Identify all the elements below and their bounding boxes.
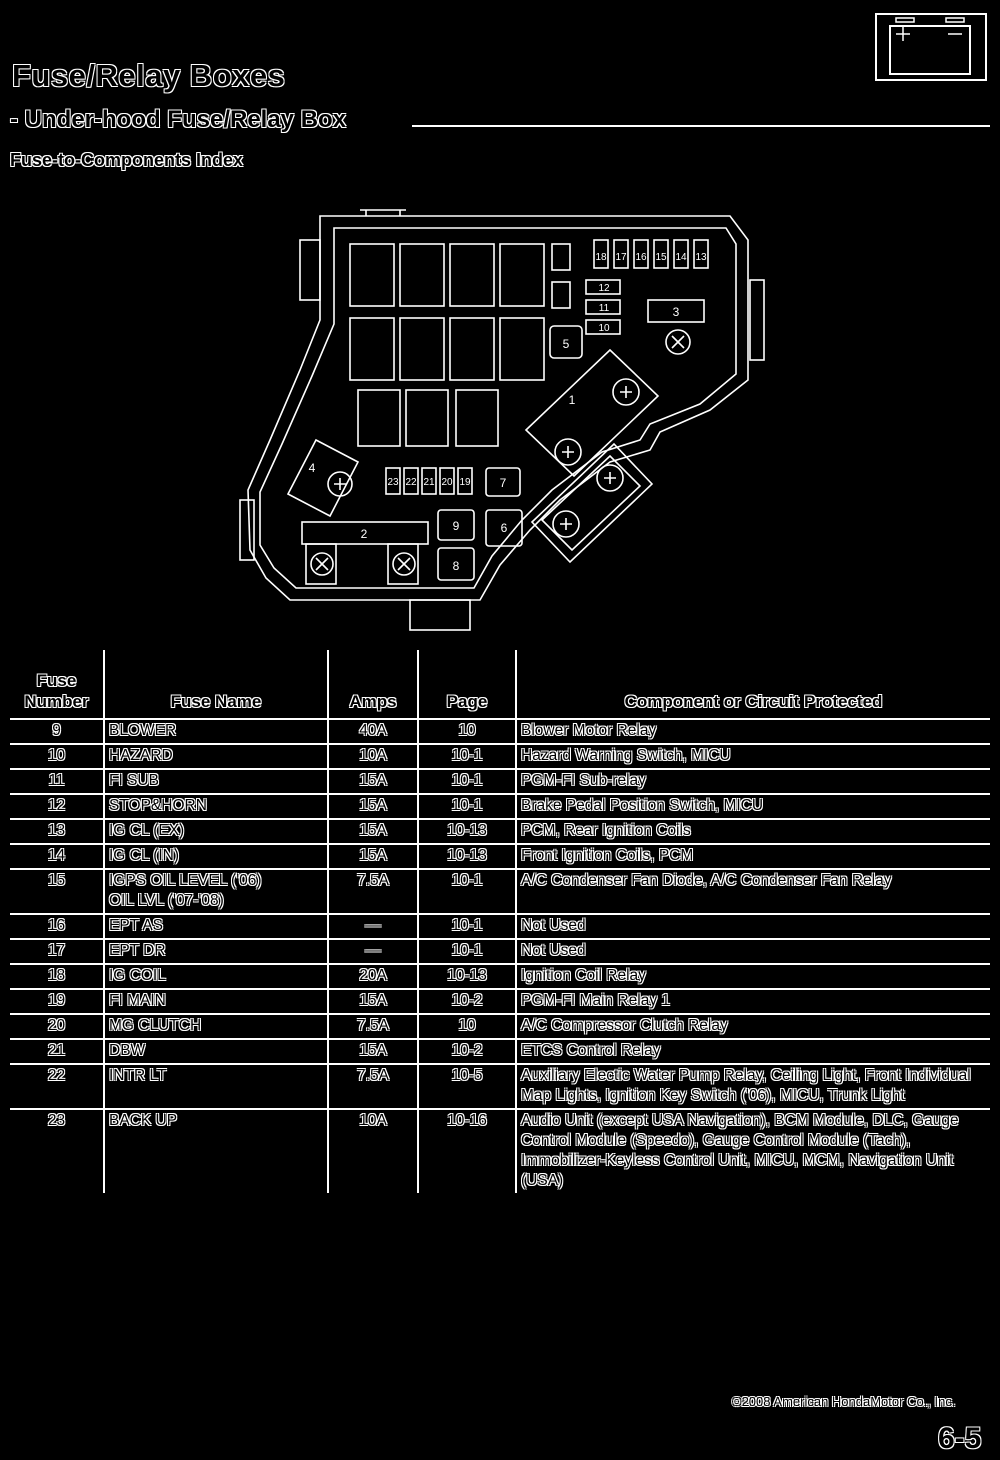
copyright: ©2008 American HondaMotor Co., Inc. bbox=[732, 1394, 956, 1409]
cell-fuse-number: 13 bbox=[47, 822, 66, 839]
page-title: Fuse/Relay Boxes bbox=[12, 58, 286, 93]
label-fuse-21: 21 bbox=[423, 477, 435, 488]
relay-row-1 bbox=[350, 244, 544, 306]
cell-page[interactable]: 10-2 bbox=[418, 1039, 516, 1064]
cell-component: PGM-FI Main Relay 1 bbox=[516, 989, 990, 1014]
cell-page[interactable]: 10-13 bbox=[418, 844, 516, 869]
cell-fuse-name: FI SUB bbox=[104, 769, 328, 794]
header-page: Page bbox=[418, 650, 516, 719]
cell-fuse-number: 17 bbox=[47, 942, 66, 959]
cell-page[interactable]: 10-1 bbox=[418, 744, 516, 769]
table-row bbox=[10, 964, 990, 989]
cell-fuse-name: IG CL (EX) bbox=[104, 819, 328, 844]
cell-page[interactable]: 10-13 bbox=[418, 819, 516, 844]
cell-component: Auxiliary Electic Water Pump Relay, Ceiling Light, Front Individual Map Lights, Ignition Key Switch ('06), MICU, Trunk Light bbox=[516, 1064, 990, 1109]
cell-fuse-name: IGPS OIL LEVEL ('06) OIL LVL ('07-'08) bbox=[104, 869, 328, 914]
label-fuse-2: 2 bbox=[360, 527, 368, 541]
table-row bbox=[10, 989, 990, 1014]
relay-row-3 bbox=[358, 390, 498, 446]
header-amps: Amps bbox=[328, 650, 418, 719]
table-row bbox=[10, 914, 990, 939]
cell-component: A/C Compressor Clutch Relay bbox=[516, 1014, 990, 1039]
cell-fuse-name: EPT DR bbox=[104, 939, 328, 964]
label-fuse-3: 3 bbox=[672, 305, 680, 319]
cell-fuse-name: DBW bbox=[104, 1039, 328, 1064]
table-row bbox=[10, 1064, 990, 1109]
label-fuse-12: 12 bbox=[598, 283, 610, 294]
cell-component: Front Ignition Coils, PCM bbox=[516, 844, 990, 869]
cell-amps: 20A bbox=[328, 964, 418, 989]
label-fuse-13: 13 bbox=[695, 252, 707, 263]
label-fuse-4: 4 bbox=[308, 461, 316, 475]
cell-amps: — bbox=[328, 939, 418, 964]
table-row bbox=[10, 939, 990, 964]
cell-fuse-name: STOP&HORN bbox=[104, 794, 328, 819]
label-fuse-19: 19 bbox=[459, 477, 471, 488]
cell-amps: 7.5A bbox=[328, 1014, 418, 1039]
subtitle-rule bbox=[412, 125, 990, 127]
cell-fuse-name: INTR LT bbox=[104, 1064, 328, 1109]
label-fuse-11: 11 bbox=[598, 303, 610, 314]
battery-icon bbox=[874, 12, 988, 82]
index-heading: Fuse-to-Components Index bbox=[10, 150, 243, 170]
cell-fuse-name: BACK UP bbox=[104, 1109, 328, 1193]
cell-component: PGM-FI Sub-relay bbox=[516, 769, 990, 794]
cell-amps: 15A bbox=[328, 844, 418, 869]
cell-page[interactable]: 10-13 bbox=[418, 964, 516, 989]
table-row bbox=[10, 819, 990, 844]
cell-component: Ignition Coil Relay bbox=[516, 964, 990, 989]
section-subtitle: - Under-hood Fuse/Relay Box bbox=[10, 106, 347, 133]
table-row bbox=[10, 719, 990, 744]
cell-fuse-name: BLOWER bbox=[104, 719, 328, 744]
table-row bbox=[10, 1109, 990, 1193]
cell-page[interactable]: 10 bbox=[418, 719, 516, 744]
label-fuse-16: 16 bbox=[635, 252, 647, 263]
fuse-1-body bbox=[526, 350, 658, 476]
cell-fuse-name: IG CL (IN) bbox=[104, 844, 328, 869]
cell-page[interactable]: 10 bbox=[418, 1014, 516, 1039]
cell-fuse-name: IG COIL bbox=[104, 964, 328, 989]
fuse-4-body bbox=[288, 440, 358, 516]
cell-component: Audio Unit (except USA Navigation), BCM Module, DLC, Gauge Control Module (Speedo), Gauge Control Module (Tach), Immobilizer-Keyless Control Unit, MICU, MCM, Navigation Unit (USA) bbox=[516, 1109, 990, 1193]
cell-fuse-number: 15 bbox=[47, 872, 66, 889]
cell-page[interactable]: 10-1 bbox=[418, 939, 516, 964]
cell-amps: 7.5A bbox=[328, 869, 418, 914]
cell-amps: 7.5A bbox=[328, 1064, 418, 1109]
label-fuse-17: 17 bbox=[615, 252, 627, 263]
table-row bbox=[10, 794, 990, 819]
relay-row-2 bbox=[350, 318, 544, 380]
cell-component: ETCS Control Relay bbox=[516, 1039, 990, 1064]
table-row bbox=[10, 1039, 990, 1064]
cell-amps: 15A bbox=[328, 819, 418, 844]
page-number: 6-5 bbox=[938, 1422, 982, 1455]
label-fuse-9: 9 bbox=[452, 519, 460, 533]
cell-fuse-number: 11 bbox=[48, 772, 65, 789]
label-fuse-15: 15 bbox=[655, 252, 667, 263]
fuse-box-diagram bbox=[230, 200, 770, 640]
cell-page[interactable]: 10-16 bbox=[418, 1109, 516, 1193]
table-row bbox=[10, 1014, 990, 1039]
cell-amps: — bbox=[328, 914, 418, 939]
cell-fuse-name: EPT AS bbox=[104, 914, 328, 939]
cell-amps: 15A bbox=[328, 794, 418, 819]
cell-component: Hazard Warning Switch, MICU bbox=[516, 744, 990, 769]
label-fuse-22: 22 bbox=[405, 477, 417, 488]
table-row bbox=[10, 744, 990, 769]
label-fuse-1: 1 bbox=[568, 393, 576, 407]
cell-fuse-number: 18 bbox=[47, 967, 66, 984]
cell-fuse-name: MG CLUTCH bbox=[104, 1014, 328, 1039]
table-header-row bbox=[10, 650, 990, 719]
cell-fuse-name: FI MAIN bbox=[104, 989, 328, 1014]
table-row bbox=[10, 869, 990, 914]
label-fuse-6: 6 bbox=[500, 521, 508, 535]
header-component: Component or Circuit Protected bbox=[516, 650, 990, 719]
cell-amps: 40A bbox=[328, 719, 418, 744]
cell-amps: 10A bbox=[328, 1109, 418, 1193]
label-fuse-8: 8 bbox=[452, 559, 460, 573]
label-fuse-23: 23 bbox=[387, 477, 399, 488]
cell-fuse-number: 23 bbox=[47, 1112, 66, 1129]
table-row bbox=[10, 769, 990, 794]
header-fuse-name: Fuse Name bbox=[104, 650, 328, 719]
cell-fuse-name: HAZARD bbox=[104, 744, 328, 769]
cell-component: Not Used bbox=[516, 939, 990, 964]
header-fuse-number: Fuse Number bbox=[24, 671, 89, 711]
cell-fuse-number: 22 bbox=[47, 1067, 66, 1084]
cell-page[interactable]: 10-2 bbox=[418, 989, 516, 1014]
cell-fuse-number: 16 bbox=[47, 917, 66, 934]
cell-page[interactable]: 10-1 bbox=[418, 769, 516, 794]
cell-page[interactable]: 10-1 bbox=[418, 794, 516, 819]
label-fuse-18: 18 bbox=[595, 252, 607, 263]
cell-component: Not Used bbox=[516, 914, 990, 939]
cell-page[interactable]: 10-1 bbox=[418, 914, 516, 939]
mini-fuse-row-top bbox=[594, 240, 708, 268]
cell-amps: 15A bbox=[328, 769, 418, 794]
label-fuse-14: 14 bbox=[675, 252, 687, 263]
cell-fuse-number: 9 bbox=[52, 722, 61, 739]
cell-component: Blower Motor Relay bbox=[516, 719, 990, 744]
fuse-index-table bbox=[10, 650, 990, 1193]
cell-component: PCM, Rear Ignition Coils bbox=[516, 819, 990, 844]
cell-fuse-number: 12 bbox=[47, 797, 66, 814]
cell-fuse-number: 21 bbox=[47, 1042, 66, 1059]
cell-page[interactable]: 10-1 bbox=[418, 869, 516, 914]
cell-fuse-number: 19 bbox=[47, 992, 66, 1009]
table-row bbox=[10, 844, 990, 869]
label-fuse-5: 5 bbox=[562, 337, 570, 351]
cell-amps: 15A bbox=[328, 1039, 418, 1064]
cell-fuse-number: 14 bbox=[47, 847, 66, 864]
cell-amps: 15A bbox=[328, 989, 418, 1014]
cell-page[interactable]: 10-5 bbox=[418, 1064, 516, 1109]
cell-component: Brake Pedal Position Switch, MICU bbox=[516, 794, 990, 819]
label-fuse-20: 20 bbox=[441, 477, 453, 488]
cell-fuse-number: 10 bbox=[47, 747, 66, 764]
label-fuse-10: 10 bbox=[598, 323, 610, 334]
label-fuse-7: 7 bbox=[499, 476, 507, 490]
cell-component: A/C Condenser Fan Diode, A/C Condenser Fan Relay bbox=[516, 869, 990, 914]
cell-fuse-number: 20 bbox=[47, 1017, 66, 1034]
cell-amps: 10A bbox=[328, 744, 418, 769]
